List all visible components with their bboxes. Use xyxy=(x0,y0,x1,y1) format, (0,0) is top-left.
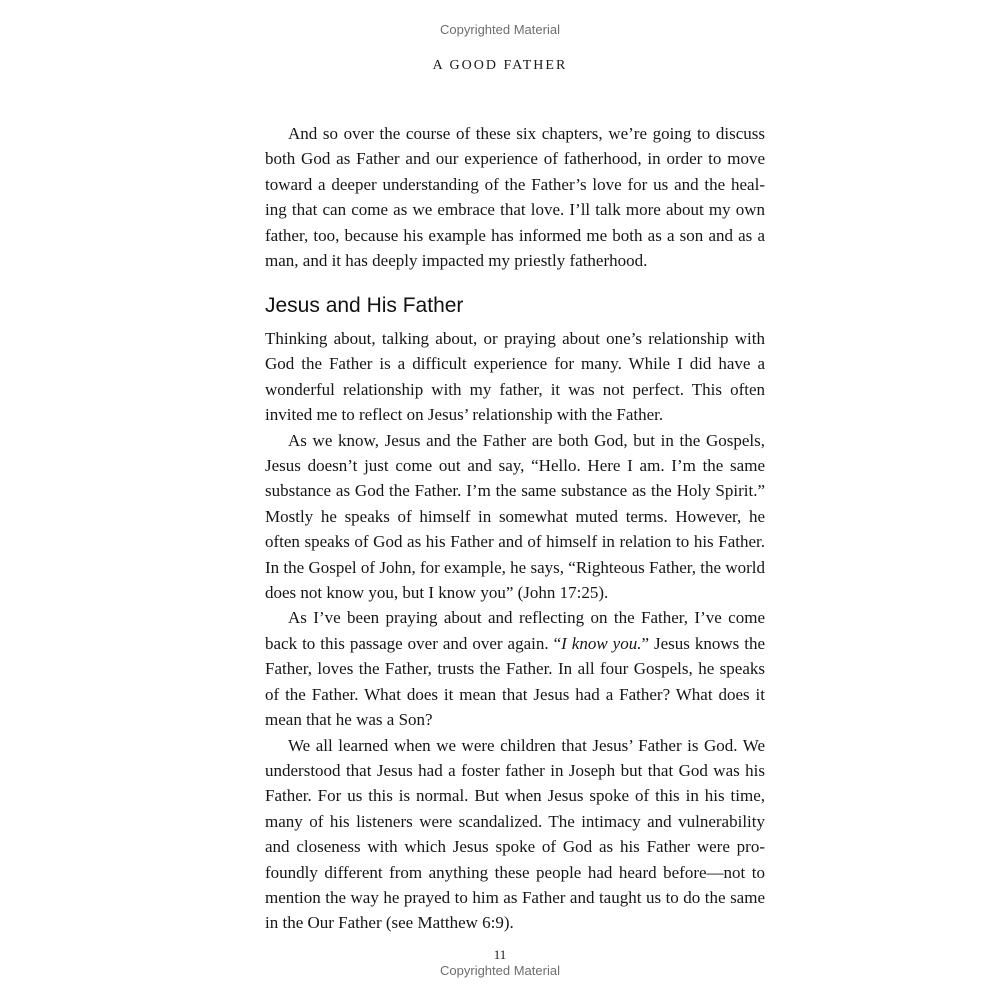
copyright-notice-bottom: Copyrighted Material xyxy=(440,963,560,978)
running-head: A GOOD FATHER xyxy=(432,58,568,73)
intro-text xyxy=(265,121,765,273)
body-paragraph-1: Thinking about, talking about, or praying about one’s relationship with God the Father is a difficult experience for many. While I did have a wonderful relationship with my father, it was not perfect. This often invited me to reflect on Jesus’ relationship with the Father. xyxy=(265,329,765,425)
section-heading: Jesus and His Father xyxy=(265,294,464,317)
body-paragraph-2: As we know, Jesus and the Father are both God, but in the Gospels, Jesus doesn’t just come out and say, “Hello. Here I am. I’m the same substance as God the Father. I’m the same substance as the Holy Spirit.” Mostly he speaks of himself in somewhat muted terms. However, he often speaks of God as his Father and of himself in relation to his Father. In the Gospel of John, for example, he says, “Righteous Father, the world does not know you, but I know you” (John 17:25). xyxy=(265,430,765,603)
body-paragraph-4: We all learned when we were children that Jesus’ Father is God. We understood that Jesus had a foster father in Joseph but that God was his Father. For us this is normal. But when Jesus spoke of this in his time, many of his listeners were scandalized. The intimacy and vulnerability and closeness with which Jesus spoke of God as his Father were pro-foundly different from anything these people had heard before—not to mention the way he prayed to him as Father and taught us to do the same in the Our Father (see Matthew 6:9). xyxy=(265,735,765,933)
paragraph-3-lead: As I’ve been praying about and reflecting on the Father, I’ve come back to this passage over and over again. “ xyxy=(265,608,765,653)
copyright-notice-top: Copyrighted Material xyxy=(440,22,560,37)
intro-paragraph: And so over the course of these six chapters, we’re going to discuss both God as Father and our experience of fatherhood, in order to move toward a deeper understanding of the Father’s love for us and the heal-ing that can come as we embrace that love. I’ll talk more about my own father, too, because his example has informed me both as a son and as a man, and it has deeply impacted my priestly fatherhood. xyxy=(265,124,765,271)
page-number: 11 xyxy=(493,947,507,962)
italic-quote: I know you. xyxy=(561,633,642,653)
body-paragraph-3 xyxy=(265,605,765,732)
section-body xyxy=(265,326,765,936)
paragraph-3-rest: ” Jesus knows the Father, loves the Father, trusts the Father. In all four Gospels, he speaks of the Father. What does it mean that Jesus had a Father? What does it mean that he was a Son? xyxy=(265,633,766,730)
